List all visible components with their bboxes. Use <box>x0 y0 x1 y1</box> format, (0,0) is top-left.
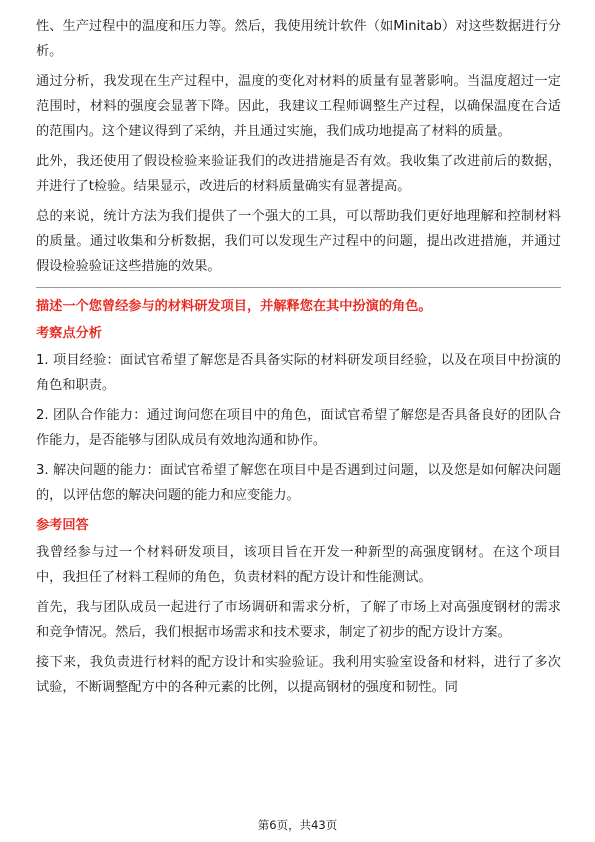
body-paragraph: 通过分析，我发现在生产过程中，温度的变化对材料的质量有显著影响。当温度超过一定范围时，材料的强度会显著下降。因此，我建议工程师调整生产过程，以确保温度在合适的范围内。这个建议得到了采纳，并且通过实施，我们成功地提高了材料的质量。 <box>36 74 561 139</box>
answer-paragraph: 首先，我与团队成员一起进行了市场调研和需求分析，了解了市场上对高强度钢材的需求和竞争情况。然后，我们根据市场需求和技术要求，制定了初步的配方设计方案。 <box>36 600 561 640</box>
answer-heading: 参考回答 <box>36 518 89 533</box>
body-paragraph: 总的来说，统计方法为我们提供了一个强大的工具，可以帮助我们更好地理解和控制材料的质量。通过收集和分析数据，我们可以发现生产过程中的问题，提出改进措施，并通过假设检验验证这些措施的效果。 <box>36 209 561 274</box>
answer-paragraph: 接下来，我负责进行材料的配方设计和实验验证。我利用实验室设备和材料，进行了多次试验，不断调整配方中的各种元素的比例，以提高钢材的强度和韧性。同 <box>36 655 561 695</box>
analysis-heading: 考察点分析 <box>36 326 102 341</box>
analysis-point: 2. 团队合作能力：通过询问您在项目中的角色，面试官希望了解您是否具备良好的团队合作能力，是否能够与团队成员有效地沟通和协作。 <box>36 408 561 448</box>
body-paragraph: 性、生产过程中的温度和压力等。然后，我使用统计软件（如Minitab）对这些数据进行分析。 <box>36 19 561 59</box>
interview-question: 描述一个您曾经参与的材料研发项目，并解释您在其中扮演的角色。 <box>36 299 432 314</box>
page-number: 第6页，共43页 <box>257 818 338 832</box>
section-divider <box>36 287 561 288</box>
analysis-point: 1. 项目经验：面试官希望了解您是否具备实际的材料研发项目经验，以及在项目中扮演的角色和职责。 <box>36 353 561 393</box>
analysis-point: 3. 解决问题的能力：面试官希望了解您在项目中是否遇到过问题，以及您是如何解决问题的，以评估您的解决问题的能力和应变能力。 <box>36 463 561 503</box>
answer-paragraph: 我曾经参与过一个材料研发项目，该项目旨在开发一种新型的高强度钢材。在这个项目中，我担任了材料工程师的角色，负责材料的配方设计和性能测试。 <box>36 545 561 585</box>
page-content <box>36 14 561 705</box>
body-paragraph: 此外，我还使用了假设检验来验证我们的改进措施是否有效。我收集了改进前后的数据，并进行了t检验。结果显示，改进后的材料质量确实有显著提高。 <box>36 154 561 194</box>
